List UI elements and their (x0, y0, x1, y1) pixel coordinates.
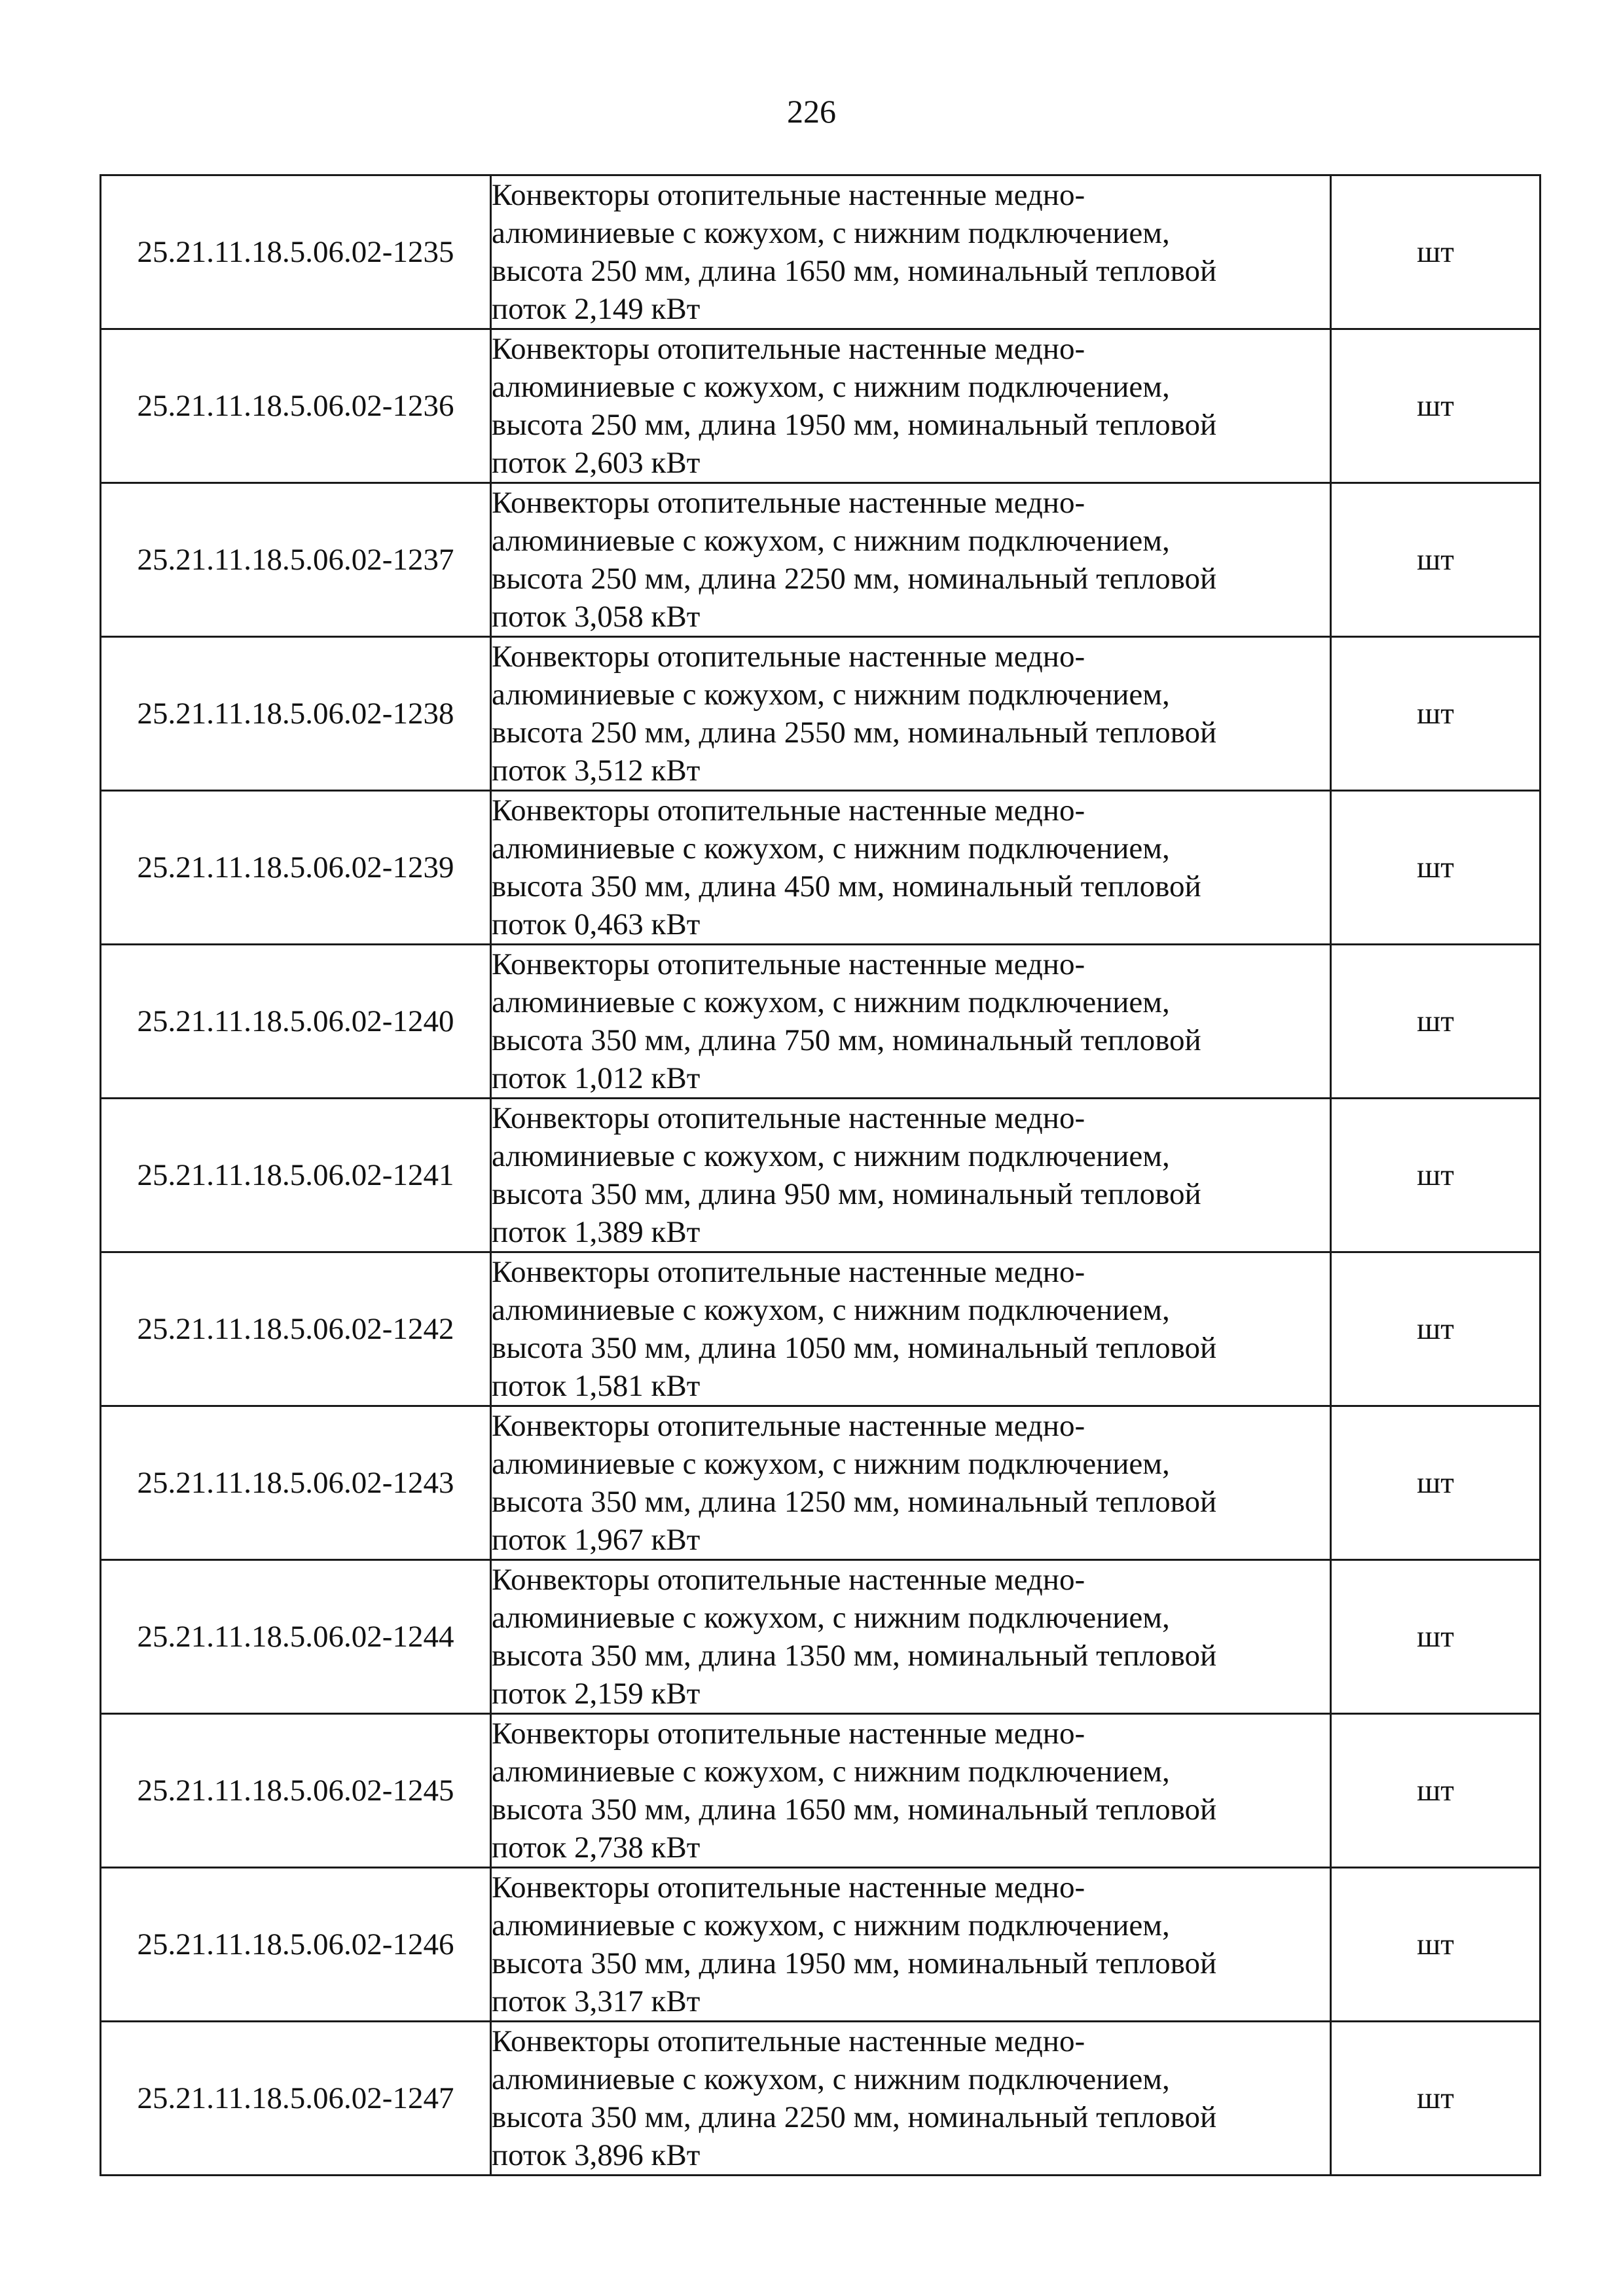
description-line: высота 350 мм, длина 1050 мм, номинальный тепловой (492, 1331, 1217, 1365)
resource-description-cell (491, 329, 1331, 483)
description-line: Конвекторы отопительные настенные медно- (492, 1255, 1085, 1289)
description-line: Конвекторы отопительные настенные медно- (492, 178, 1085, 212)
resource-code-cell: 25.21.11.18.5.06.02-1245 (101, 1714, 491, 1868)
resource-code-cell: 25.21.11.18.5.06.02-1241 (101, 1099, 491, 1252)
description-line: поток 3,896 кВт (492, 2138, 701, 2172)
table-row (101, 483, 1541, 637)
description-line: алюминиевые с кожухом, с нижним подключением, (492, 1293, 1170, 1327)
description-line: поток 0,463 кВт (492, 907, 701, 941)
table-row (101, 329, 1541, 483)
resource-description-cell (491, 1868, 1331, 2022)
description-line: алюминиевые с кожухом, с нижним подключением, (492, 831, 1170, 866)
unit-cell: шт (1331, 1868, 1541, 2022)
resource-description-cell (491, 1714, 1331, 1868)
description-line: высота 350 мм, длина 1650 мм, номинальный тепловой (492, 1793, 1217, 1827)
description-line: Конвекторы отопительные настенные медно- (492, 640, 1085, 674)
description-line: алюминиевые с кожухом, с нижним подключением, (492, 1139, 1170, 1173)
description-line: алюминиевые с кожухом, с нижним подключением, (492, 216, 1170, 250)
resource-description-cell (491, 175, 1331, 329)
unit-cell: шт (1331, 1099, 1541, 1252)
description-line: Конвекторы отопительные настенные медно- (492, 947, 1085, 981)
description-line: алюминиевые с кожухом, с нижним подключением, (492, 2062, 1170, 2096)
description-line: высота 350 мм, длина 1950 мм, номинальный тепловой (492, 1946, 1217, 1980)
unit-cell: шт (1331, 329, 1541, 483)
table-row (101, 1560, 1541, 1714)
description-line: Конвекторы отопительные настенные медно- (492, 1870, 1085, 1904)
resource-code-cell: 25.21.11.18.5.06.02-1246 (101, 1868, 491, 2022)
unit-cell: шт (1331, 483, 1541, 637)
description-line: высота 350 мм, длина 750 мм, номинальный тепловой (492, 1023, 1201, 1057)
unit-cell: шт (1331, 945, 1541, 1099)
description-line: алюминиевые с кожухом, с нижним подключением, (492, 1601, 1170, 1635)
description-line: высота 350 мм, длина 2250 мм, номинальный тепловой (492, 2100, 1217, 2134)
description-line: высота 250 мм, длина 2250 мм, номинальный тепловой (492, 562, 1217, 596)
description-line: Конвекторы отопительные настенные медно- (492, 332, 1085, 366)
description-line: высота 350 мм, длина 950 мм, номинальный тепловой (492, 1177, 1201, 1211)
description-line: высота 350 мм, длина 1350 мм, номинальный тепловой (492, 1639, 1217, 1673)
description-line: поток 3,317 кВт (492, 1984, 701, 2018)
resource-code-cell: 25.21.11.18.5.06.02-1242 (101, 1252, 491, 1406)
unit-cell: шт (1331, 791, 1541, 945)
description-line: поток 2,159 кВт (492, 1677, 701, 1711)
unit-cell: шт (1331, 637, 1541, 791)
resource-description-cell (491, 637, 1331, 791)
description-line: алюминиевые с кожухом, с нижним подключением, (492, 524, 1170, 558)
description-line: Конвекторы отопительные настенные медно- (492, 2024, 1085, 2058)
description-line: алюминиевые с кожухом, с нижним подключением, (492, 678, 1170, 712)
resource-code-cell: 25.21.11.18.5.06.02-1237 (101, 483, 491, 637)
description-line: Конвекторы отопительные настенные медно- (492, 486, 1085, 520)
table-row (101, 1714, 1541, 1868)
description-line: поток 1,581 кВт (492, 1369, 701, 1403)
unit-cell: шт (1331, 1406, 1541, 1560)
resource-code-cell: 25.21.11.18.5.06.02-1238 (101, 637, 491, 791)
description-line: Конвекторы отопительные настенные медно- (492, 1101, 1085, 1135)
description-line: поток 3,058 кВт (492, 600, 701, 634)
table-row (101, 945, 1541, 1099)
description-line: поток 2,738 кВт (492, 1831, 701, 1865)
table-row (101, 2022, 1541, 2176)
resource-code-cell: 25.21.11.18.5.06.02-1239 (101, 791, 491, 945)
unit-cell: шт (1331, 1560, 1541, 1714)
description-line: высота 250 мм, длина 1650 мм, номинальный тепловой (492, 254, 1217, 288)
description-line: Конвекторы отопительные настенные медно- (492, 1717, 1085, 1751)
resource-description-cell (491, 1560, 1331, 1714)
resource-code-cell: 25.21.11.18.5.06.02-1247 (101, 2022, 491, 2176)
description-line: алюминиевые с кожухом, с нижним подключением, (492, 1755, 1170, 1789)
description-line: алюминиевые с кожухом, с нижним подключением, (492, 985, 1170, 1019)
table-row (101, 791, 1541, 945)
description-line: поток 1,012 кВт (492, 1061, 701, 1095)
description-line: Конвекторы отопительные настенные медно- (492, 1563, 1085, 1597)
description-line: высота 250 мм, длина 1950 мм, номинальный тепловой (492, 408, 1217, 442)
description-line: поток 3,512 кВт (492, 754, 701, 788)
resource-description-cell (491, 483, 1331, 637)
table-row (101, 1868, 1541, 2022)
description-line: алюминиевые с кожухом, с нижним подключением, (492, 370, 1170, 404)
description-line: высота 250 мм, длина 2550 мм, номинальный тепловой (492, 716, 1217, 750)
resource-description-cell (491, 945, 1331, 1099)
description-line: поток 1,389 кВт (492, 1215, 701, 1249)
resource-code-cell: 25.21.11.18.5.06.02-1236 (101, 329, 491, 483)
resource-table (100, 174, 1541, 2176)
unit-cell: шт (1331, 1714, 1541, 1868)
resource-description-cell (491, 2022, 1331, 2176)
description-line: алюминиевые с кожухом, с нижним подключением, (492, 1908, 1170, 1942)
resource-description-cell (491, 1099, 1331, 1252)
unit-cell: шт (1331, 175, 1541, 329)
table-row (101, 175, 1541, 329)
resource-code-cell: 25.21.11.18.5.06.02-1243 (101, 1406, 491, 1560)
description-line: Конвекторы отопительные настенные медно- (492, 1409, 1085, 1443)
description-line: высота 350 мм, длина 1250 мм, номинальный тепловой (492, 1485, 1217, 1519)
table-row (101, 1252, 1541, 1406)
resource-description-cell (491, 791, 1331, 945)
resource-table-body (101, 175, 1541, 2176)
description-line: Конвекторы отопительные настенные медно- (492, 793, 1085, 828)
description-line: высота 350 мм, длина 450 мм, номинальный тепловой (492, 869, 1201, 903)
resource-code-cell: 25.21.11.18.5.06.02-1240 (101, 945, 491, 1099)
description-line: поток 1,967 кВт (492, 1523, 701, 1557)
unit-cell: шт (1331, 1252, 1541, 1406)
description-line: поток 2,149 кВт (492, 292, 701, 326)
description-line: поток 2,603 кВт (492, 446, 701, 480)
resource-code-cell: 25.21.11.18.5.06.02-1235 (101, 175, 491, 329)
table-row (101, 1099, 1541, 1252)
page-number: 226 (787, 93, 836, 130)
description-line: алюминиевые с кожухом, с нижним подключением, (492, 1447, 1170, 1481)
resource-description-cell (491, 1406, 1331, 1560)
unit-cell: шт (1331, 2022, 1541, 2176)
table-row (101, 1406, 1541, 1560)
resource-code-cell: 25.21.11.18.5.06.02-1244 (101, 1560, 491, 1714)
resource-description-cell (491, 1252, 1331, 1406)
table-row (101, 637, 1541, 791)
